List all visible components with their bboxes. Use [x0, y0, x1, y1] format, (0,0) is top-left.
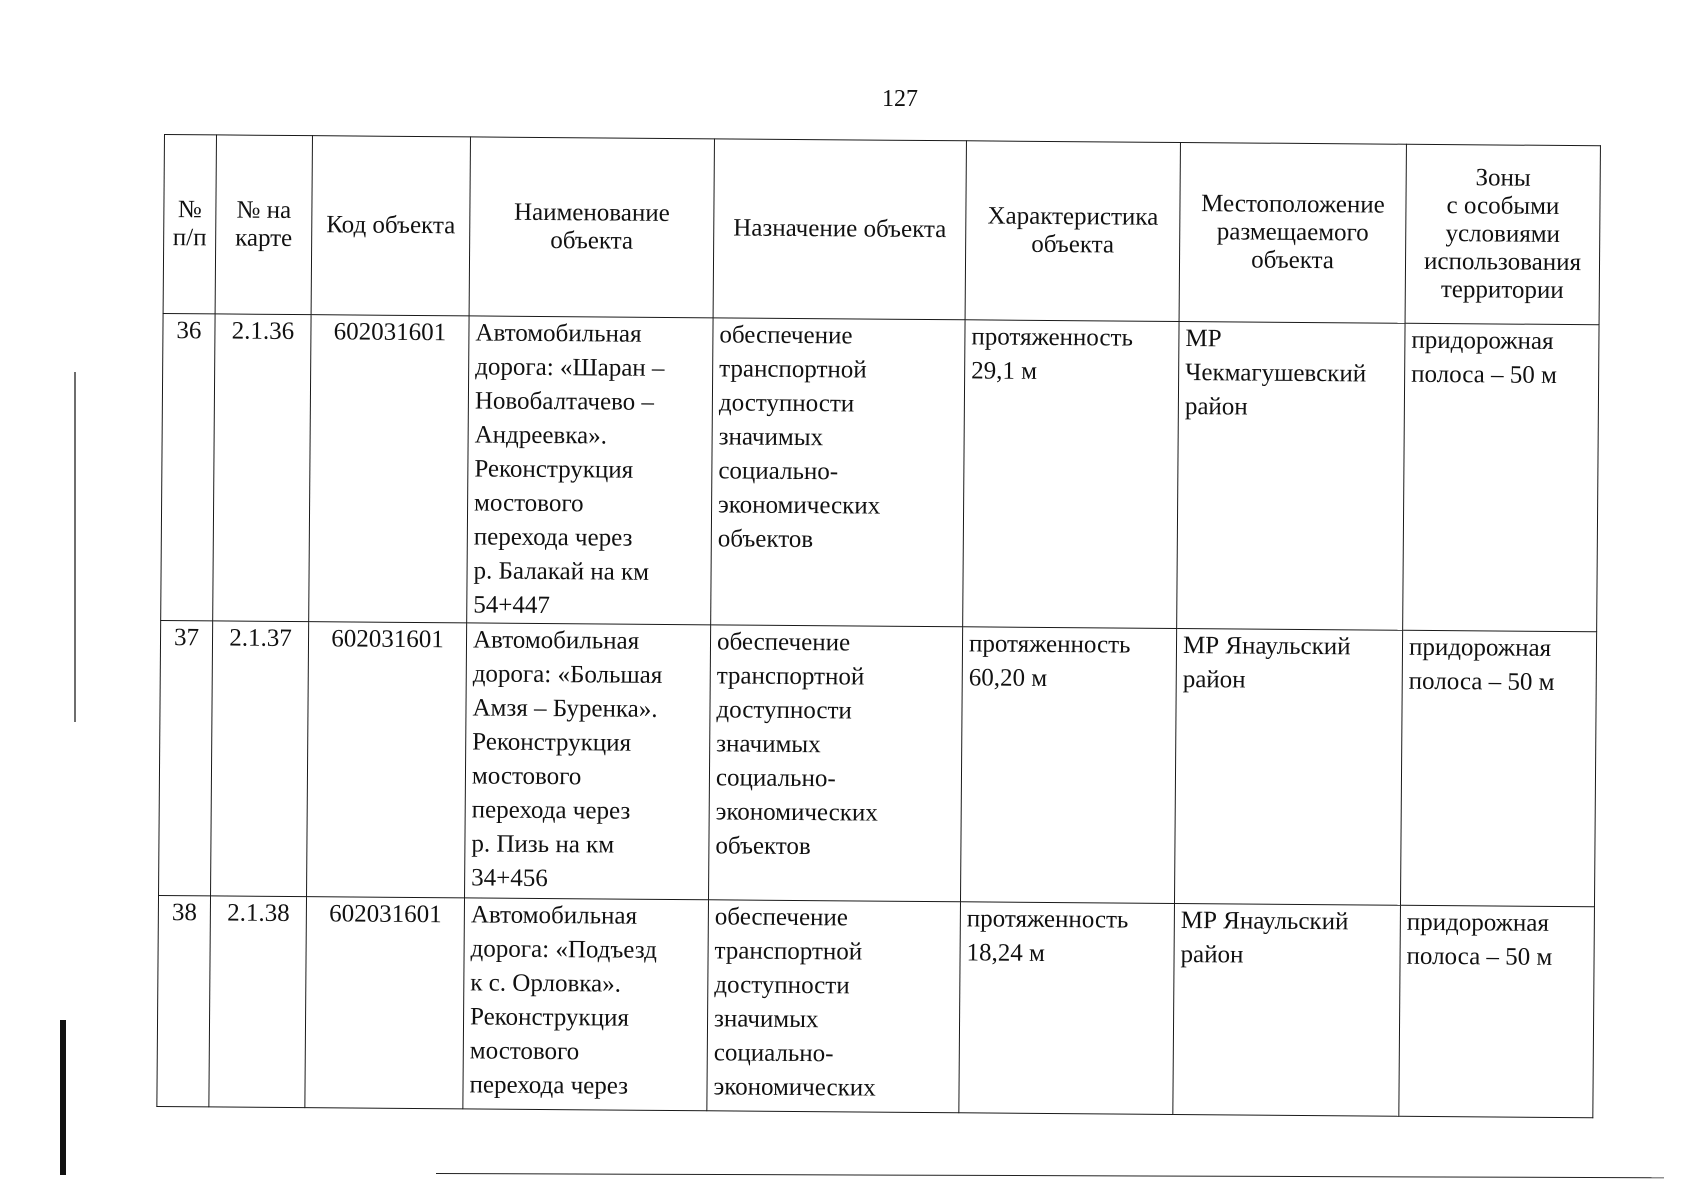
cell-number: 36 [161, 313, 215, 620]
header-map-number: № на карте [215, 135, 312, 315]
scan-edge-mark-thin [74, 372, 76, 722]
objects-table [156, 134, 1601, 1118]
bottom-rule-line [436, 1173, 1664, 1178]
header-object-purpose: Назначение объекта [713, 139, 966, 320]
cell-object-name: Автомобильная дорога: «Подъезд к с. Орловка». Реконструкция мостового перехода через [463, 898, 709, 1111]
cell-object-name: Автомобильная дорога: «Большая Амзя – Буренка». Реконструкция мостового перехода через р. Пизь на км 34+456 [465, 623, 711, 900]
table-header-row [163, 135, 1600, 325]
cell-object-code: 602031601 [307, 622, 467, 898]
header-special-zones: Зоны с особыми условиями использования территории [1405, 144, 1600, 325]
cell-object-location: МР Янаульский район [1173, 903, 1401, 1116]
cell-object-characteristics: протяженность 60,20 м [960, 627, 1176, 904]
header-object-name: Наименование объекта [469, 137, 714, 318]
cell-object-purpose: обеспечение транспортной доступности значимых социально- экономических [707, 900, 961, 1113]
cell-object-characteristics: протяженность 18,24 м [959, 902, 1175, 1115]
cell-object-name: Автомобильная дорога: «Шаран – Новобалтачево – Андреевка». Реконструкция мостового перехода через р. Балакай на км 54+447 [467, 316, 713, 625]
scan-edge-mark [60, 1020, 66, 1175]
table-row [157, 895, 1595, 1117]
document-sheet [156, 134, 1600, 1118]
cell-object-characteristics: протяженность 29,1 м [963, 320, 1179, 629]
cell-number: 38 [157, 895, 211, 1106]
table-row [161, 313, 1599, 631]
cell-object-location: МР Янаульский район [1174, 628, 1402, 905]
cell-map-number: 2.1.38 [209, 896, 307, 1108]
header-object-location: Местоположение размещаемого объекта [1179, 142, 1406, 323]
header-object-code: Код объекта [311, 136, 470, 316]
cell-object-location: МР Чекмагушевский район [1177, 321, 1405, 630]
cell-special-zone: придорожная полоса – 50 м [1400, 630, 1596, 907]
cell-object-code: 602031601 [309, 315, 469, 623]
page-number: 127 [882, 86, 918, 112]
cell-object-purpose: обеспечение транспортной доступности значимых социально- экономических объектов [709, 625, 963, 902]
cell-special-zone: придорожная полоса – 50 м [1403, 323, 1599, 632]
table-row [159, 620, 1597, 906]
cell-map-number: 2.1.36 [213, 314, 311, 622]
cell-object-code: 602031601 [305, 897, 465, 1109]
header-number: № п/п [163, 135, 216, 314]
cell-number: 37 [159, 620, 213, 895]
cell-object-purpose: обеспечение транспортной доступности значимых социально- экономических объектов [711, 318, 965, 627]
cell-map-number: 2.1.37 [211, 621, 309, 897]
cell-special-zone: придорожная полоса – 50 м [1399, 905, 1595, 1118]
header-object-characteristics: Характеристика объекта [965, 141, 1180, 322]
